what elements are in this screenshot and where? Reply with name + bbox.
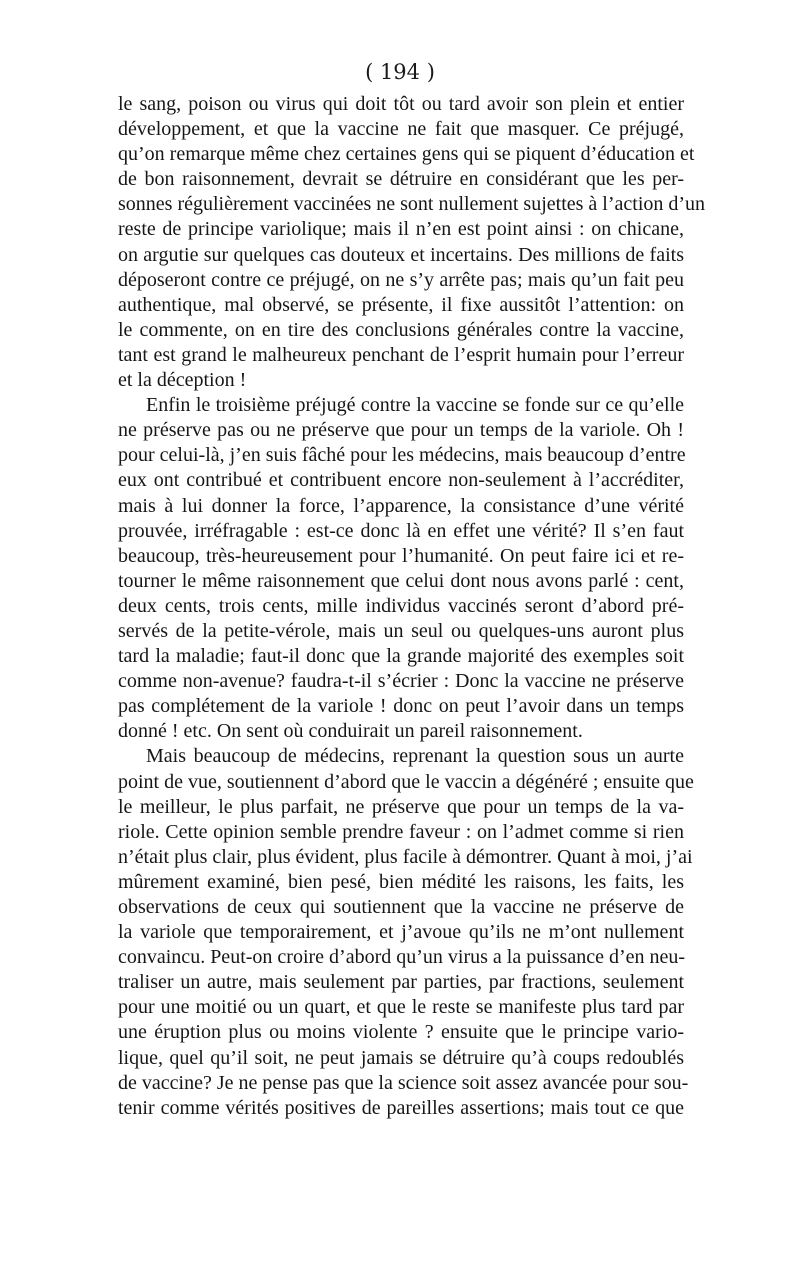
text-line: Mais beaucoup de médecins, reprenant la question sous un aurte — [146, 745, 684, 768]
text-line: ne préserve pas ou ne préserve que pour un temps de la variole. Oh ! — [118, 419, 684, 442]
text-line: on argutie sur quelques cas douteux et incertains. Des millions de faits — [118, 243, 684, 266]
text-line: pas complétement de la variole ! donc on peut l’avoir dans un temps — [118, 695, 684, 718]
text-line: comme non-avenue? faudra-t-il s’écrier : Donc la vaccine ne préserve — [118, 670, 684, 693]
page-number: ( 194 ) — [365, 60, 435, 84]
text-line: authentique, mal observé, se présente, il fixe aussitôt l’attention: on — [118, 293, 684, 316]
text-line: mais à lui donner la force, l’apparence, la consistance d’une vérité — [118, 494, 684, 517]
text-line: lique, quel qu’il soit, ne peut jamais se détruire qu’à coups redoublés — [118, 1046, 684, 1069]
text-line: le meilleur, le plus parfait, ne préserve que pour un temps de la va- — [118, 795, 684, 818]
text-line: traliser un autre, mais seulement par parties, par fractions, seulement — [118, 971, 684, 994]
text-line: la variole que temporairement, et j’avoue qu’ils ne m’ont nullement — [118, 921, 684, 944]
text-line: servés de la petite-vérole, mais un seul ou quelques-uns auront plus — [118, 619, 684, 642]
text-line: sonnes régulièrement vaccinées ne sont nullement sujettes à l’action d’un — [118, 193, 706, 216]
text-line: tard la maladie; faut-il donc que la grande majorité des exemples soit — [118, 645, 684, 668]
text-line: une éruption plus ou moins violente ? ensuite que le principe vario- — [118, 1021, 684, 1044]
text-line: mûrement examiné, bien pesé, bien médité les raisons, les faits, les — [118, 870, 684, 893]
text-line: et la déception ! — [118, 369, 247, 392]
text-line: qu’on remarque même chez certaines gens qui se piquent d’éducation et — [118, 143, 695, 166]
body-text — [118, 92, 706, 1121]
text-line: prouvée, irréfragable : est-ce donc là en effet une vérité? Il s’en faut — [118, 519, 684, 542]
text-line: tant est grand le malheureux penchant de l’esprit humain pour l’erreur — [118, 343, 684, 366]
text-line: deux cents, trois cents, mille individus vaccinés seront d’abord pré- — [118, 594, 684, 617]
text-line: tenir comme vérités positives de pareilles assertions; mais tout ce que — [118, 1096, 684, 1119]
text-line: pour une moitié ou un quart, et que le reste se manifeste plus tard par — [118, 996, 684, 1019]
text-line: reste de principe variolique; mais il n’en est point ainsi : on chicane, — [118, 218, 684, 241]
text-line: n’était plus clair, plus évident, plus facile à démontrer. Quant à moi, j’ai — [118, 845, 693, 868]
text-line: de vaccine? Je ne pense pas que la science soit assez avancée pour sou- — [118, 1071, 689, 1094]
text-line: de bon raisonnement, devrait se détruire en considérant que les per- — [118, 168, 684, 191]
text-line: développement, et que la vaccine ne fait que masquer. Ce préjugé, — [118, 118, 684, 141]
text-line: le commente, on en tire des conclusions générales contre la vaccine, — [118, 318, 684, 341]
text-line: point de vue, soutiennent d’abord que le vaccin a dégénéré ; ensuite que — [118, 770, 694, 793]
text-line: Enfin le troisième préjugé contre la vaccine se fonde sur ce qu’elle — [146, 394, 684, 417]
text-line: beaucoup, très-heureusement pour l’humanité. On peut faire ici et re- — [118, 544, 684, 567]
text-line: pour celui-là, j’en suis fâché pour les médecins, mais beaucoup d’entre — [118, 444, 686, 467]
text-line: donné ! etc. On sent où conduirait un pareil raisonnement. — [118, 720, 583, 743]
text-line: le sang, poison ou virus qui doit tôt ou tard avoir son plein et entier — [118, 93, 684, 115]
text-line: tourner le même raisonnement que celui dont nous avons parlé : cent, — [118, 569, 684, 592]
text-line: eux ont contribué et contribuent encore non-seulement à l’accréditer, — [118, 469, 684, 492]
text-line: riole. Cette opinion semble prendre faveur : on l’admet comme si rien — [118, 820, 684, 843]
text-line: déposeront contre ce préjugé, on ne s’y arrête pas; mais qu’un fait peu — [118, 268, 684, 291]
text-line: observations de ceux qui soutiennent que la vaccine ne préserve de — [118, 896, 684, 918]
text-line: convaincu. Peut-on croire d’abord qu’un virus a la puissance d’en neu- — [118, 946, 686, 969]
